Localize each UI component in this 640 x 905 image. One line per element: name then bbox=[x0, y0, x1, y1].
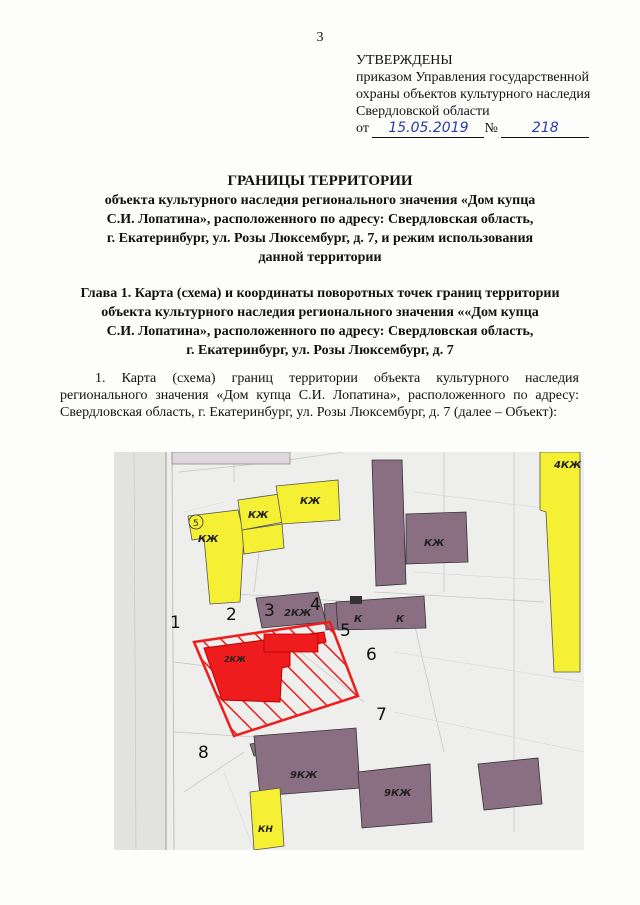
title-line: объекта культурного наследия регионального значения «Дом купца bbox=[104, 193, 536, 208]
label-9kzh: 9КЖ bbox=[384, 788, 412, 799]
label-kn: КН bbox=[258, 825, 273, 835]
circle-marker-label: 5 bbox=[193, 519, 199, 529]
chapter-line: г. Екатеринбург, ул. Розы Люксембург, д. 7 bbox=[186, 343, 454, 358]
approval-heading: УТВЕРЖДЕНЫ bbox=[356, 53, 453, 68]
order-number: 218 bbox=[501, 120, 589, 138]
document-title bbox=[60, 172, 580, 267]
from-label: от bbox=[356, 121, 369, 136]
label-object-2kzh: 2КЖ bbox=[224, 655, 246, 664]
approval-block bbox=[356, 52, 626, 138]
point-7: 7 bbox=[376, 705, 387, 725]
title-line: г. Екатеринбург, ул. Розы Люксембург, д. 7, и режим использования bbox=[106, 231, 534, 246]
chapter-line: Глава 1. Карта (схема) и координаты поворотных точек границ территории bbox=[80, 286, 560, 301]
number-label: № bbox=[484, 121, 498, 136]
point-3: 3 bbox=[264, 601, 275, 621]
title-main: ГРАНИЦЫ ТЕРРИТОРИИ bbox=[227, 173, 413, 189]
street-left bbox=[114, 452, 166, 850]
label-k: К bbox=[396, 614, 405, 625]
chapter-heading bbox=[60, 284, 580, 360]
order-date: 15.05.2019 bbox=[372, 120, 484, 138]
label-k: К bbox=[354, 614, 363, 625]
title-line: данной территории bbox=[258, 250, 382, 265]
chapter-line: объекта культурного наследия регионального значения ««Дом купца bbox=[101, 305, 539, 320]
approval-date-row bbox=[356, 120, 626, 138]
label-2kzh: 2КЖ bbox=[284, 608, 312, 619]
chapter-line: С.И. Лопатина», расположенного по адресу: Свердловская область, bbox=[106, 324, 534, 339]
approval-line: охраны объектов культурного наследия bbox=[356, 87, 591, 102]
point-6: 6 bbox=[366, 645, 377, 665]
point-2: 2 bbox=[226, 605, 237, 625]
label-kzh: КЖ bbox=[248, 510, 269, 521]
point-1: 1 bbox=[170, 613, 181, 633]
label-kzh: КЖ bbox=[300, 496, 321, 507]
label-kzh: КЖ bbox=[424, 538, 445, 549]
page-number: 3 bbox=[316, 30, 324, 45]
label-kzh: КЖ bbox=[198, 534, 219, 545]
approval-line: Свердловской области bbox=[356, 104, 490, 119]
point-5: 5 bbox=[340, 621, 351, 641]
title-line: С.И. Лопатина», расположенного по адресу: Свердловская область, bbox=[106, 212, 534, 227]
point-8: 8 bbox=[198, 743, 209, 763]
label-4kzh: 4КЖ bbox=[554, 460, 582, 471]
approval-line: приказом Управления государственной bbox=[356, 70, 590, 85]
territory-map bbox=[114, 452, 584, 850]
label-9kzh: 9КЖ bbox=[290, 770, 318, 781]
other-building bbox=[372, 460, 406, 586]
point-4: 4 bbox=[310, 595, 321, 615]
body-paragraph: 1. Карта (схема) границ территории объекта культурного наследия регионального значения «Дом купца С.И. Лопатина», расположенного по адресу: Свердловская область, г. Екатеринбург, ул. Розы Люксембург, д. 7 (далее – Объект): bbox=[60, 371, 579, 420]
